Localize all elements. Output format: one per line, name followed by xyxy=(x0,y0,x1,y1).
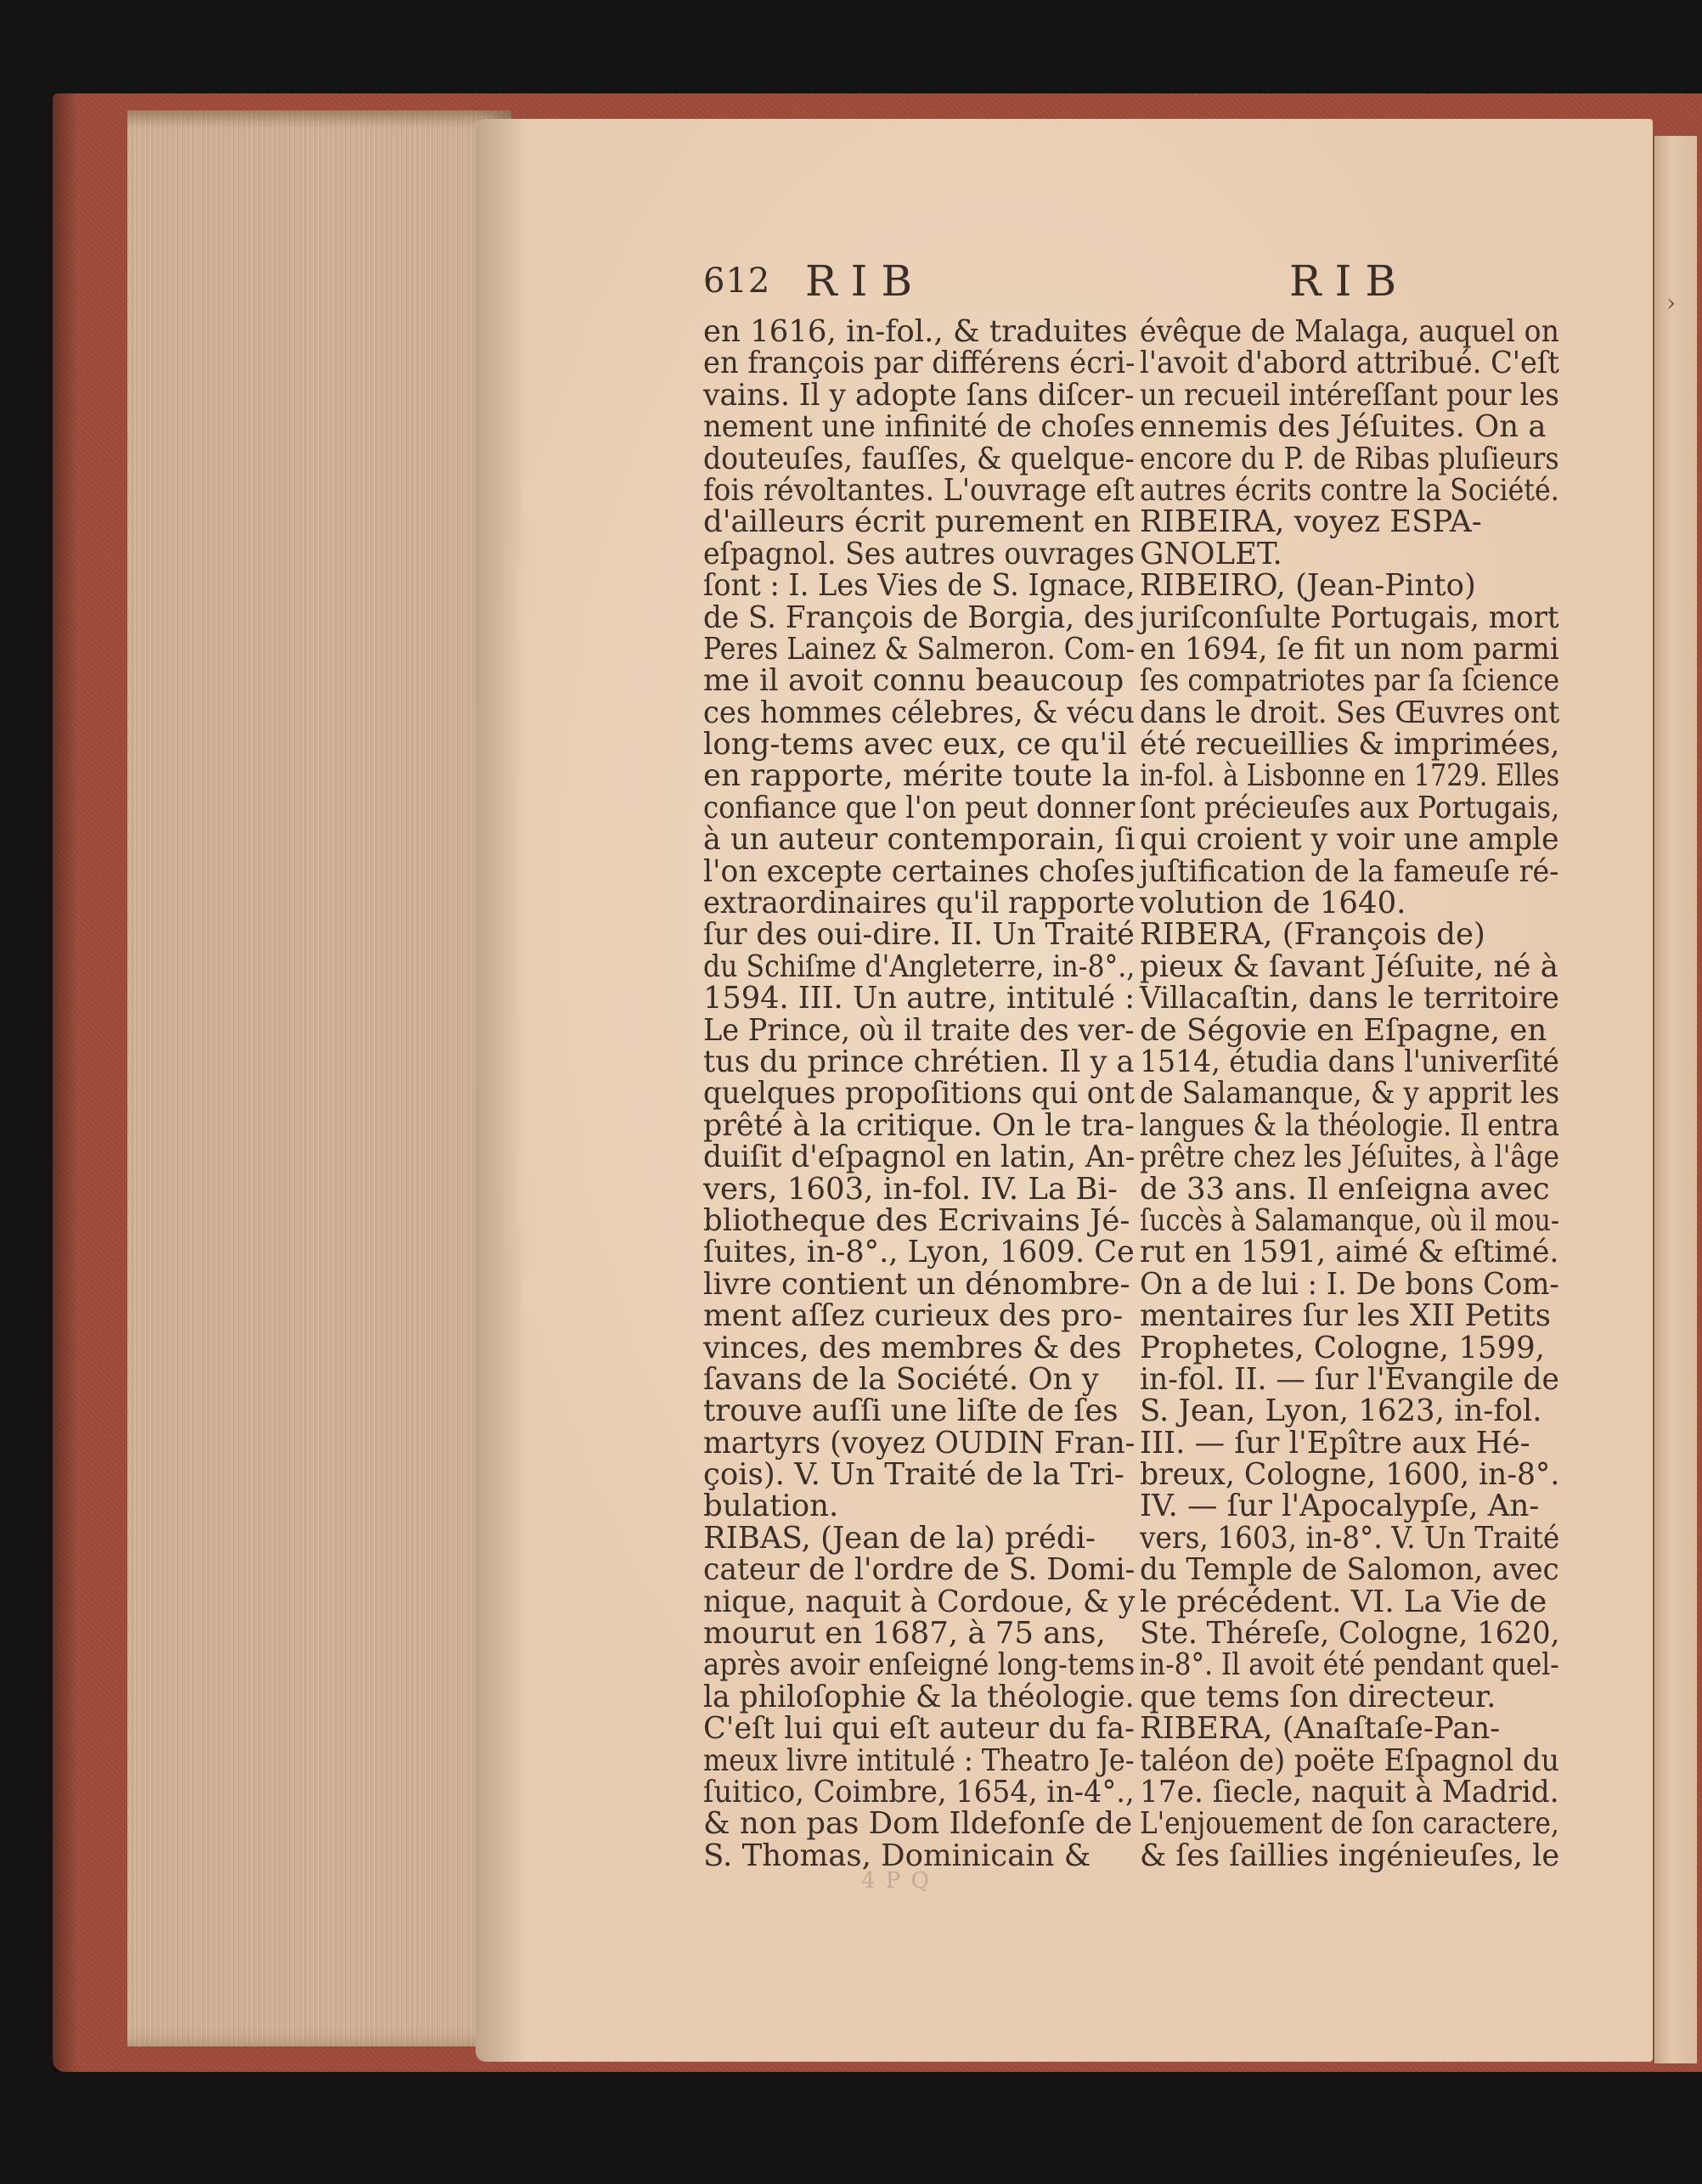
next-page-glyph: › xyxy=(1666,289,1677,317)
text-line: un recueil intéreſſant pour les xyxy=(1140,377,1559,413)
page-number: 612 xyxy=(703,262,771,301)
text-line: quelques propoſitions qui ont xyxy=(703,1076,1135,1112)
text-line: in-fol. II. — ſur l'Evangile de xyxy=(1140,1361,1559,1397)
text-line: RIBERA, (François de) xyxy=(1140,917,1485,953)
text-line: de S. François de Borgia, des xyxy=(703,599,1135,635)
text-line: vers, 1603, in-8°. V. Un Traité xyxy=(1140,1520,1560,1556)
right-text-column xyxy=(1140,316,1559,1872)
running-head-left: RIB xyxy=(805,256,927,306)
text-line: breux, Cologne, 1600, in-8°. xyxy=(1140,1457,1560,1493)
text-line: vinces, des membres & des xyxy=(703,1330,1122,1365)
page-edges xyxy=(127,110,511,2046)
text-line: in-8°. Il avoit été pendant quel- xyxy=(1140,1647,1559,1683)
text-line: mourut en 1687, à 75 ans, xyxy=(703,1616,1106,1652)
text-line: L'enjouement de ſon caractere, xyxy=(1140,1806,1559,1842)
text-line: d'ailleurs écrit purement en xyxy=(703,504,1131,540)
text-line: & ſes ſaillies ingénieuſes, le xyxy=(1140,1838,1560,1873)
text-line: & non pas Dom Ildefonſe de xyxy=(703,1806,1133,1842)
text-line: Prophetes, Cologne, 1599, xyxy=(1140,1330,1545,1365)
library-stamp: 4 P Q xyxy=(861,1868,931,1894)
text-line: 17e. ſiecle, naquit à Madrid. xyxy=(1140,1774,1559,1810)
text-line: autres écrits contre la Société. xyxy=(1140,472,1559,508)
text-line: vains. Il y adopte ſans diſcer- xyxy=(703,377,1135,413)
text-line: du Temple de Salomon, avec xyxy=(1140,1552,1559,1588)
text-line: bulation. xyxy=(703,1489,839,1524)
text-line: Ste. Théreſe, Cologne, 1620, xyxy=(1140,1616,1560,1652)
text-line: taléon de) poëte Eſpagnol du xyxy=(1140,1742,1559,1778)
text-line: prêtre chez les Jéſuites, à l'âge xyxy=(1140,1140,1559,1175)
text-line: douteuſes, fauſſes, & quelque- xyxy=(703,441,1135,476)
text-line: RIBAS, (Jean de la) prédi- xyxy=(703,1520,1096,1556)
text-line: vers, 1603, in-fol. IV. La Bi- xyxy=(703,1171,1118,1207)
text-line: dans le droit. Ses Œuvres ont xyxy=(1140,695,1560,730)
text-line: de Salamanque, & y apprit les xyxy=(1140,1076,1560,1112)
text-line: Peres Lainez & Salmeron. Com- xyxy=(703,631,1136,667)
text-line: ſes compatriotes par ſa ſcience xyxy=(1140,663,1560,699)
text-line: évêque de Malaga, auquel on xyxy=(1140,314,1559,349)
text-line: extraordinaires qu'il rapporte xyxy=(703,886,1136,921)
text-line: duiſit d'eſpagnol en latin, An- xyxy=(703,1140,1136,1175)
next-page-edge xyxy=(1653,136,1697,2063)
text-line: ſont : I. Les Vies de S. Ignace, xyxy=(703,568,1136,604)
text-line: 1514, étudia dans l'univerſité xyxy=(1140,1044,1559,1079)
text-line: de Ségovie en Eſpagne, en xyxy=(1140,1012,1547,1048)
text-line: cateur de l'ordre de S. Domi- xyxy=(703,1552,1136,1588)
text-line: RIBEIRA, voyez ESPA- xyxy=(1140,504,1482,540)
text-line: du Schiſme d'Angleterre, in-8°., xyxy=(703,948,1136,984)
text-line: RIBERA, (Anaſtaſe-Pan- xyxy=(1140,1711,1501,1747)
text-line: nique, naquit à Cordoue, & y xyxy=(703,1584,1136,1619)
text-line: S. Thomas, Dominicain & xyxy=(703,1838,1091,1873)
text-line: 1594. III. Un autre, intitulé : xyxy=(703,981,1136,1016)
running-head-right: RIB xyxy=(1289,256,1411,306)
text-line: me il avoit connu beaucoup xyxy=(703,663,1124,699)
text-line: IV. — ſur l'Apocalypſe, An- xyxy=(1140,1489,1540,1524)
text-line: confiance que l'on peut donner xyxy=(703,790,1136,825)
text-line: en 1616, in-fol., & traduites xyxy=(703,314,1128,349)
text-line: ment aſſez curieux des pro- xyxy=(703,1298,1124,1334)
text-line: prêté à la critique. On le tra- xyxy=(703,1107,1135,1143)
text-line: livre contient un dénombre- xyxy=(703,1266,1130,1302)
text-line: juſtification de la fameuſe ré- xyxy=(1140,853,1559,889)
text-line: meux livre intitulé : Theatro Je- xyxy=(703,1742,1135,1778)
text-line: été recueillies & imprimées, xyxy=(1140,727,1560,763)
text-line: que tems ſon directeur. xyxy=(1140,1679,1496,1714)
text-line: ſont précieuſes aux Portugais, xyxy=(1140,790,1560,825)
text-line: l'avoit d'abord attribué. C'eſt xyxy=(1140,346,1559,381)
text-line: pieux & ſavant Jéſuite, né à xyxy=(1140,948,1558,984)
text-line: C'eſt lui qui eſt auteur du fa- xyxy=(703,1711,1135,1747)
text-line: long-tems avec eux, ce qu'il xyxy=(703,727,1127,763)
text-line: tus du prince chrétien. Il y a xyxy=(703,1044,1135,1079)
text-line: en 1694, ſe fit un nom parmi xyxy=(1140,631,1559,667)
text-line: à un auteur contemporain, ſi xyxy=(703,822,1136,858)
text-line: après avoir enſeigné long-tems xyxy=(703,1647,1136,1683)
text-line: le précédent. VI. La Vie de xyxy=(1140,1584,1547,1619)
text-line: fois révoltantes. L'ouvrage eſt xyxy=(703,472,1135,508)
text-line: RIBEIRO, (Jean-Pinto) xyxy=(1140,568,1476,604)
text-line: eſpagnol. Ses autres ouvrages xyxy=(703,536,1135,571)
text-line: la philoſophie & la théologie. xyxy=(703,1679,1135,1714)
text-line: en françois par différens écri- xyxy=(703,346,1136,381)
text-line: en rapporte, mérite toute la xyxy=(703,758,1130,794)
text-line: martyrs (voyez OUDIN Fran- xyxy=(703,1425,1136,1461)
text-line: bliotheque des Ecrivains Jé- xyxy=(703,1202,1130,1238)
text-line: Le Prince, où il traite des ver- xyxy=(703,1012,1135,1048)
text-line: ſuccès à Salamanque, où il mou- xyxy=(1140,1202,1559,1238)
text-line: Villacaſtin, dans le territoire xyxy=(1140,981,1559,1016)
text-line: nement une infinité de choſes xyxy=(703,409,1136,445)
text-line: mentaires ſur les XII Petits xyxy=(1140,1298,1551,1334)
text-line: langues & la théologie. Il entra xyxy=(1140,1107,1559,1143)
text-line: trouve auſſi une liſte de ſes xyxy=(703,1393,1119,1429)
text-line: ſur des oui-dire. II. Un Traité xyxy=(703,917,1135,953)
text-line: qui croient y voir une ample xyxy=(1140,822,1559,858)
text-line: III. — ſur l'Epître aux Hé- xyxy=(1140,1425,1530,1461)
text-line: juriſconſulte Portugais, mort xyxy=(1140,599,1559,635)
text-line: de 33 ans. Il enſeigna avec xyxy=(1140,1171,1550,1207)
text-line: ſuites, in-8°., Lyon, 1609. Ce xyxy=(703,1235,1135,1270)
text-line: ſuitico, Coimbre, 1654, in-4°., xyxy=(703,1774,1135,1810)
text-line: ſavans de la Société. On y xyxy=(703,1361,1099,1397)
page-edges-shadow xyxy=(127,110,511,127)
text-line: encore du P. de Ribas pluſieurs xyxy=(1140,441,1559,476)
text-line: S. Jean, Lyon, 1623, in-fol. xyxy=(1140,1393,1542,1429)
text-line: On a de lui : I. De bons Com- xyxy=(1140,1266,1559,1302)
text-line: ces hommes célebres, & vécu xyxy=(703,695,1135,730)
text-line: GNOLET. xyxy=(1140,536,1282,571)
text-line: ennemis des Jéſuites. On a xyxy=(1140,409,1547,445)
cover-shadow xyxy=(53,93,78,2072)
left-text-column xyxy=(703,316,1135,1872)
text-line: l'on excepte certaines choſes xyxy=(703,853,1136,889)
text-line: in-fol. à Lisbonne en 1729. Elles xyxy=(1140,758,1560,794)
text-line: volution de 1640. xyxy=(1140,886,1406,921)
text-line: rut en 1591, aimé & eſtimé. xyxy=(1140,1235,1559,1270)
text-line: çois). V. Un Traité de la Tri- xyxy=(703,1457,1124,1493)
